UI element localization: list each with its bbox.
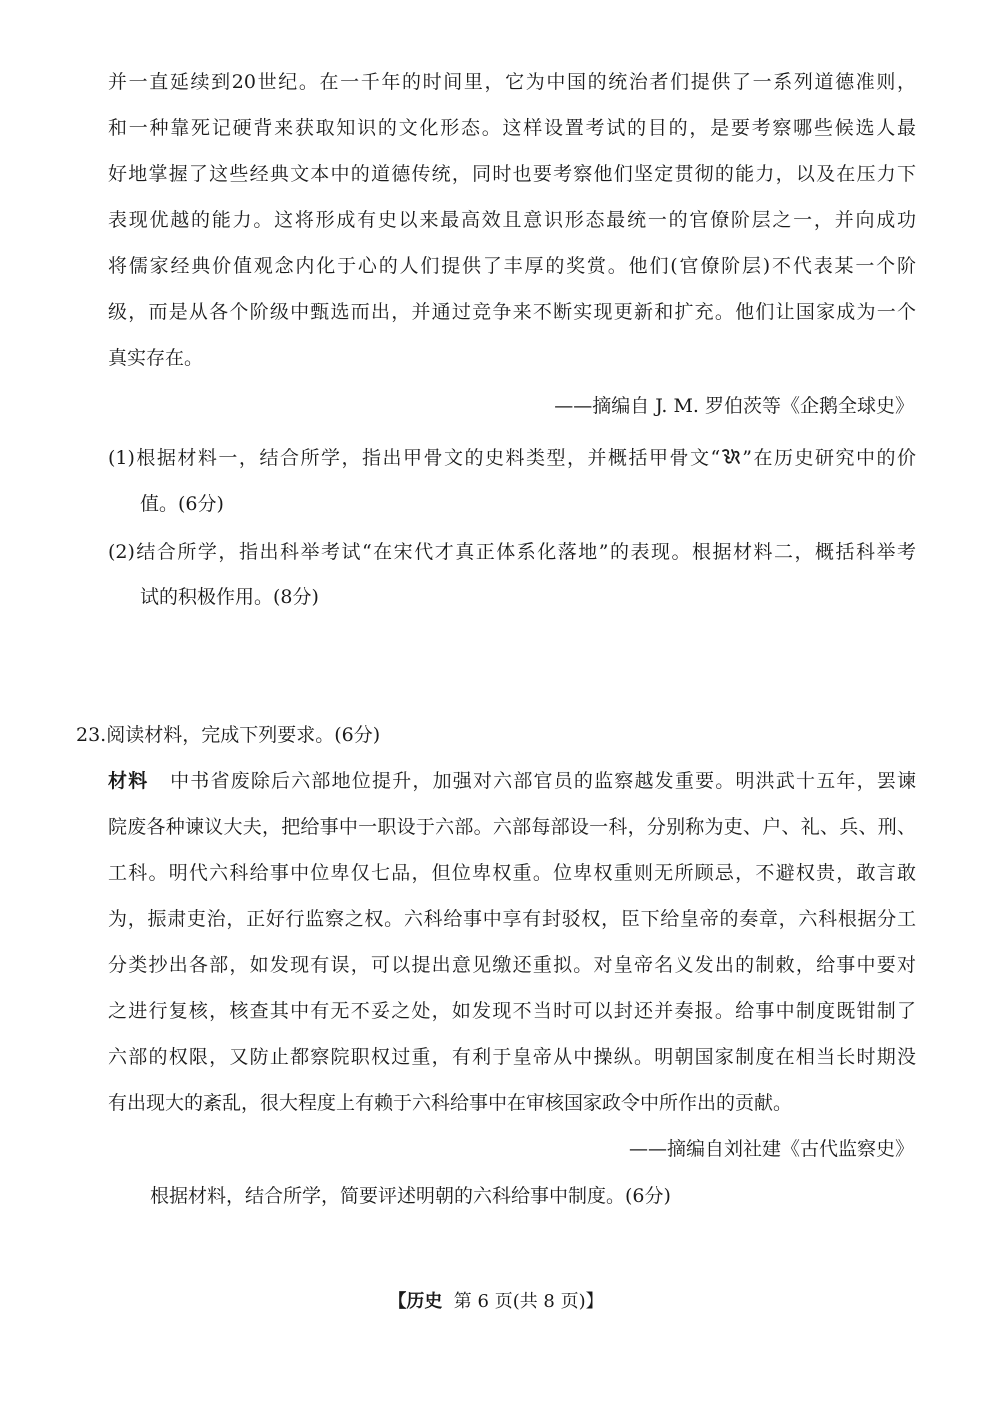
q23-line-3: 工科。明代六科给事中位卑仅七品，但位卑权重。位卑权重则无所顾忌，不避权贵，敢言敢 (108, 862, 916, 884)
q23-question: 根据材料，结合所学，简要评述明朝的六科给事中制度。(6分) (150, 1185, 671, 1207)
material-two-line-3: 好地掌握了这些经典文本中的道德传统，同时也要考察他们坚定贯彻的能力，以及在压力下 (108, 163, 916, 185)
q23-line-5: 分类抄出各部，如发现有误，可以提出意见缴还重拟。对皇帝名义发出的制敕，给事中要对 (108, 954, 916, 976)
material-two-line-2: 和一种靠死记硬背来获取知识的文化形态。这样设置考试的目的，是要考察哪些候选人最 (108, 117, 916, 139)
q23-line-1 (108, 769, 916, 793)
q23-line-7: 六部的权限，又防止都察院职权过重，有利于皇帝从中操纵。明朝国家制度在相当长时期没 (108, 1046, 916, 1068)
q23-line-6: 之进行复核，核查其中有无不妥之处，如发现不当时可以封还并奏报。给事中制度既钳制了 (108, 1000, 916, 1022)
q23-heading: 23.阅读材料，完成下列要求。(6分) (76, 724, 381, 746)
q22-sub2-line1: (2)结合所学，指出科举考试“在宋代才真正体系化落地”的表现。根据材料二，概括科举考 (108, 541, 916, 563)
q22-sub1-before: (1)根据材料一，结合所学，指出甲骨文的史料类型，并概括甲骨文“ (108, 447, 721, 469)
material-two-source: ——摘编自 J. M. 罗伯茨等《企鹅全球史》 (554, 395, 914, 417)
q23-line-8: 有出现大的紊乱，很大程度上有赖于六科给事中在审核国家政令中所作出的贡献。 (108, 1092, 793, 1114)
material-two-line-4: 表现优越的能力。这将形成有史以来最高效且意识形态最统一的官僚阶层之一，并向成功 (108, 209, 916, 231)
q23-line-1-text: 中书省废除后六部地位提升，加强对六部官员的监察越发重要。明洪武十五年，罢谏 (170, 770, 916, 792)
material-two-line-7: 真实存在。 (108, 347, 204, 369)
q22-sub1-line1 (108, 446, 916, 470)
footer-page-number: 第 6 页(共 8 页)】 (453, 1291, 604, 1312)
q22-sub1-after: ”在历史研究中的价 (742, 447, 916, 469)
page-footer (0, 1290, 992, 1314)
q23-line-2: 院废各种谏议大夫，把给事中一职设于六部。六部每部设一科，分别称为吏、户、礼、兵、刑、 (108, 816, 916, 838)
material-two-line-1: 并一直延续到20世纪。在一千年的时间里，它为中国的统治者们提供了一系列道德准则， (108, 71, 916, 93)
q22-sub2-line2: 试的积极作用。(8分) (140, 586, 319, 608)
material-two-line-6: 级，而是从各个阶级中甄选而出，并通过竞争来不断实现更新和扩充。他们让国家成为一个 (108, 301, 916, 323)
oracle-bone-glyph-icon (720, 446, 742, 468)
material-two-line-5: 将儒家经典价值观念内化于心的人们提供了丰厚的奖赏。他们(官僚阶层)不代表某一个阶 (108, 255, 916, 277)
footer-subject: 【历史 (388, 1291, 443, 1312)
q23-source: ——摘编自刘社建《古代监察史》 (628, 1138, 914, 1160)
q23-material-label: 材料 (108, 770, 149, 792)
q22-sub1-line2: 值。(6分) (140, 493, 224, 515)
q23-line-4: 为，振肃吏治，正好行监察之权。六科给事中享有封驳权，臣下给皇帝的奏章，六科根据分工 (108, 908, 916, 930)
